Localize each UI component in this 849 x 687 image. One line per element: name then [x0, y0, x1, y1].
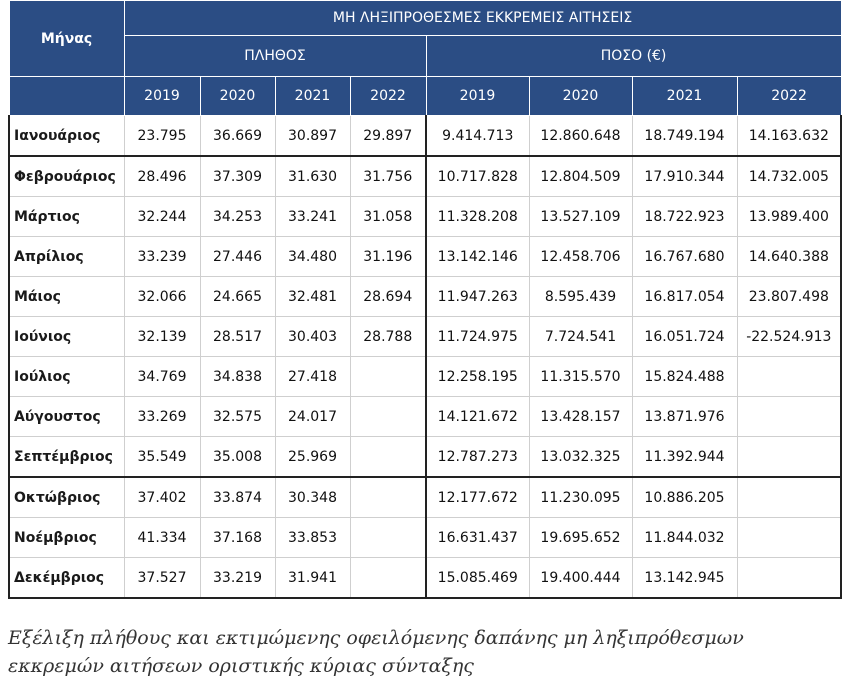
count-cell: 29.897	[350, 116, 426, 157]
count-cell: 23.795	[124, 116, 200, 157]
amount-cell: 11.328.208	[426, 197, 529, 237]
amount-cell: 11.392.944	[632, 437, 737, 478]
count-cell: 37.168	[200, 518, 275, 558]
amount-cell: 14.732.005	[737, 156, 841, 197]
table-row	[9, 237, 841, 277]
amount-cell	[737, 397, 841, 437]
month-cell: Μάρτιος	[9, 197, 124, 237]
month-cell: Φεβρουάριος	[9, 156, 124, 197]
count-cell: 33.239	[124, 237, 200, 277]
count-cell: 24.665	[200, 277, 275, 317]
count-cell: 28.496	[124, 156, 200, 197]
amount-cell: 11.844.032	[632, 518, 737, 558]
month-cell: Δεκέμβριος	[9, 558, 124, 599]
amount-cell: 18.722.923	[632, 197, 737, 237]
pending-applications-table	[8, 0, 842, 599]
count-cell: 33.874	[200, 477, 275, 518]
count-cell: 37.402	[124, 477, 200, 518]
month-cell: Απρίλιος	[9, 237, 124, 277]
count-cell	[350, 558, 426, 599]
amount-cell: 14.163.632	[737, 116, 841, 157]
month-cell: Σεπτέμβριος	[9, 437, 124, 478]
table-row	[9, 116, 841, 157]
amount-cell	[737, 477, 841, 518]
amount-cell: 11.230.095	[529, 477, 632, 518]
count-cell: 31.756	[350, 156, 426, 197]
table-header	[9, 1, 841, 116]
amount-cell: 23.807.498	[737, 277, 841, 317]
count-cell: 24.017	[275, 397, 350, 437]
amount-cell: 13.142.945	[632, 558, 737, 599]
count-group-header: ΠΛΗΘΟΣ	[124, 36, 426, 77]
count-cell: 32.481	[275, 277, 350, 317]
amount-cell: 14.640.388	[737, 237, 841, 277]
count-cell: 31.058	[350, 197, 426, 237]
count-cell: 28.788	[350, 317, 426, 357]
count-cell: 33.219	[200, 558, 275, 599]
count-cell: 31.941	[275, 558, 350, 599]
month-cell: Αύγουστος	[9, 397, 124, 437]
count-cell: 31.196	[350, 237, 426, 277]
count-cell: 30.897	[275, 116, 350, 157]
count-cell: 25.969	[275, 437, 350, 478]
count-cell: 36.669	[200, 116, 275, 157]
count-cell: 27.418	[275, 357, 350, 397]
count-cell: 27.446	[200, 237, 275, 277]
count-cell: 41.334	[124, 518, 200, 558]
table-row	[9, 357, 841, 397]
month-cell: Ιούλιος	[9, 357, 124, 397]
amount-cell: 17.910.344	[632, 156, 737, 197]
amount-year-header: 2019	[426, 77, 529, 116]
amount-cell: 13.527.109	[529, 197, 632, 237]
count-cell	[350, 477, 426, 518]
count-cell: 37.309	[200, 156, 275, 197]
amount-cell	[737, 437, 841, 478]
amount-cell: 18.749.194	[632, 116, 737, 157]
amount-cell: 10.717.828	[426, 156, 529, 197]
count-cell: 35.008	[200, 437, 275, 478]
main-title-header: ΜΗ ΛΗΞΙΠΡΟΘΕΣΜΕΣ ΕΚΚΡΕΜΕΙΣ ΑΙΤΗΣΕΙΣ	[124, 1, 841, 36]
amount-cell: -22.524.913	[737, 317, 841, 357]
amount-cell: 10.886.205	[632, 477, 737, 518]
month-cell: Οκτώβριος	[9, 477, 124, 518]
amount-cell: 13.989.400	[737, 197, 841, 237]
count-cell: 28.694	[350, 277, 426, 317]
count-year-header: 2020	[200, 77, 275, 116]
amount-cell	[737, 558, 841, 599]
table-row	[9, 477, 841, 518]
table-row	[9, 317, 841, 357]
amount-cell: 16.817.054	[632, 277, 737, 317]
year-header-row	[9, 77, 841, 116]
year-header-empty	[9, 77, 124, 116]
month-cell: Ιούνιος	[9, 317, 124, 357]
amount-cell: 7.724.541	[529, 317, 632, 357]
data-table-container	[8, 0, 840, 599]
count-cell	[350, 518, 426, 558]
amount-cell: 12.177.672	[426, 477, 529, 518]
table-row	[9, 156, 841, 197]
amount-cell: 12.860.648	[529, 116, 632, 157]
count-cell: 33.853	[275, 518, 350, 558]
amount-cell: 19.695.652	[529, 518, 632, 558]
table-row	[9, 558, 841, 599]
amount-cell: 13.032.325	[529, 437, 632, 478]
amount-cell: 14.121.672	[426, 397, 529, 437]
amount-cell: 12.787.273	[426, 437, 529, 478]
amount-cell: 12.458.706	[529, 237, 632, 277]
count-cell: 34.253	[200, 197, 275, 237]
amount-year-header: 2021	[632, 77, 737, 116]
count-cell: 30.403	[275, 317, 350, 357]
amount-cell: 12.804.509	[529, 156, 632, 197]
table-row	[9, 197, 841, 237]
amount-cell: 13.871.976	[632, 397, 737, 437]
amount-cell: 11.315.570	[529, 357, 632, 397]
amount-cell: 11.724.975	[426, 317, 529, 357]
table-row	[9, 518, 841, 558]
amount-year-header: 2022	[737, 77, 841, 116]
table-row	[9, 277, 841, 317]
count-year-header: 2021	[275, 77, 350, 116]
count-cell: 34.838	[200, 357, 275, 397]
count-cell: 31.630	[275, 156, 350, 197]
amount-cell: 8.595.439	[529, 277, 632, 317]
table-caption: Εξέλιξη πλήθους και εκτιμώμενης οφειλόμενης δαπάνης μη ληξιπρόθεσμων εκκρεμών αιτήσεων οριστικής κύριας σύνταξης	[8, 627, 744, 677]
count-cell: 32.244	[124, 197, 200, 237]
amount-cell: 16.631.437	[426, 518, 529, 558]
amount-cell: 16.767.680	[632, 237, 737, 277]
count-year-header: 2022	[350, 77, 426, 116]
month-column-header: Μήνας	[9, 1, 124, 77]
amount-cell: 13.428.157	[529, 397, 632, 437]
amount-group-header: ΠΟΣΟ (€)	[426, 36, 841, 77]
amount-year-header: 2020	[529, 77, 632, 116]
amount-cell: 13.142.146	[426, 237, 529, 277]
count-cell: 32.575	[200, 397, 275, 437]
count-cell: 34.769	[124, 357, 200, 397]
count-cell: 35.549	[124, 437, 200, 478]
amount-cell: 19.400.444	[529, 558, 632, 599]
table-body	[9, 116, 841, 599]
count-cell: 33.269	[124, 397, 200, 437]
amount-cell: 15.085.469	[426, 558, 529, 599]
count-cell: 28.517	[200, 317, 275, 357]
count-cell	[350, 397, 426, 437]
count-cell: 30.348	[275, 477, 350, 518]
count-cell: 34.480	[275, 237, 350, 277]
amount-cell	[737, 518, 841, 558]
table-row	[9, 437, 841, 478]
count-cell: 32.139	[124, 317, 200, 357]
amount-cell: 16.051.724	[632, 317, 737, 357]
month-cell: Ιανουάριος	[9, 116, 124, 157]
month-cell: Μάιος	[9, 277, 124, 317]
count-year-header: 2019	[124, 77, 200, 116]
amount-cell: 15.824.488	[632, 357, 737, 397]
month-cell: Νοέμβριος	[9, 518, 124, 558]
table-row	[9, 397, 841, 437]
count-cell: 37.527	[124, 558, 200, 599]
amount-cell: 12.258.195	[426, 357, 529, 397]
amount-cell: 11.947.263	[426, 277, 529, 317]
count-cell	[350, 357, 426, 397]
count-cell: 33.241	[275, 197, 350, 237]
amount-cell: 9.414.713	[426, 116, 529, 157]
amount-cell	[737, 357, 841, 397]
count-cell	[350, 437, 426, 478]
count-cell: 32.066	[124, 277, 200, 317]
